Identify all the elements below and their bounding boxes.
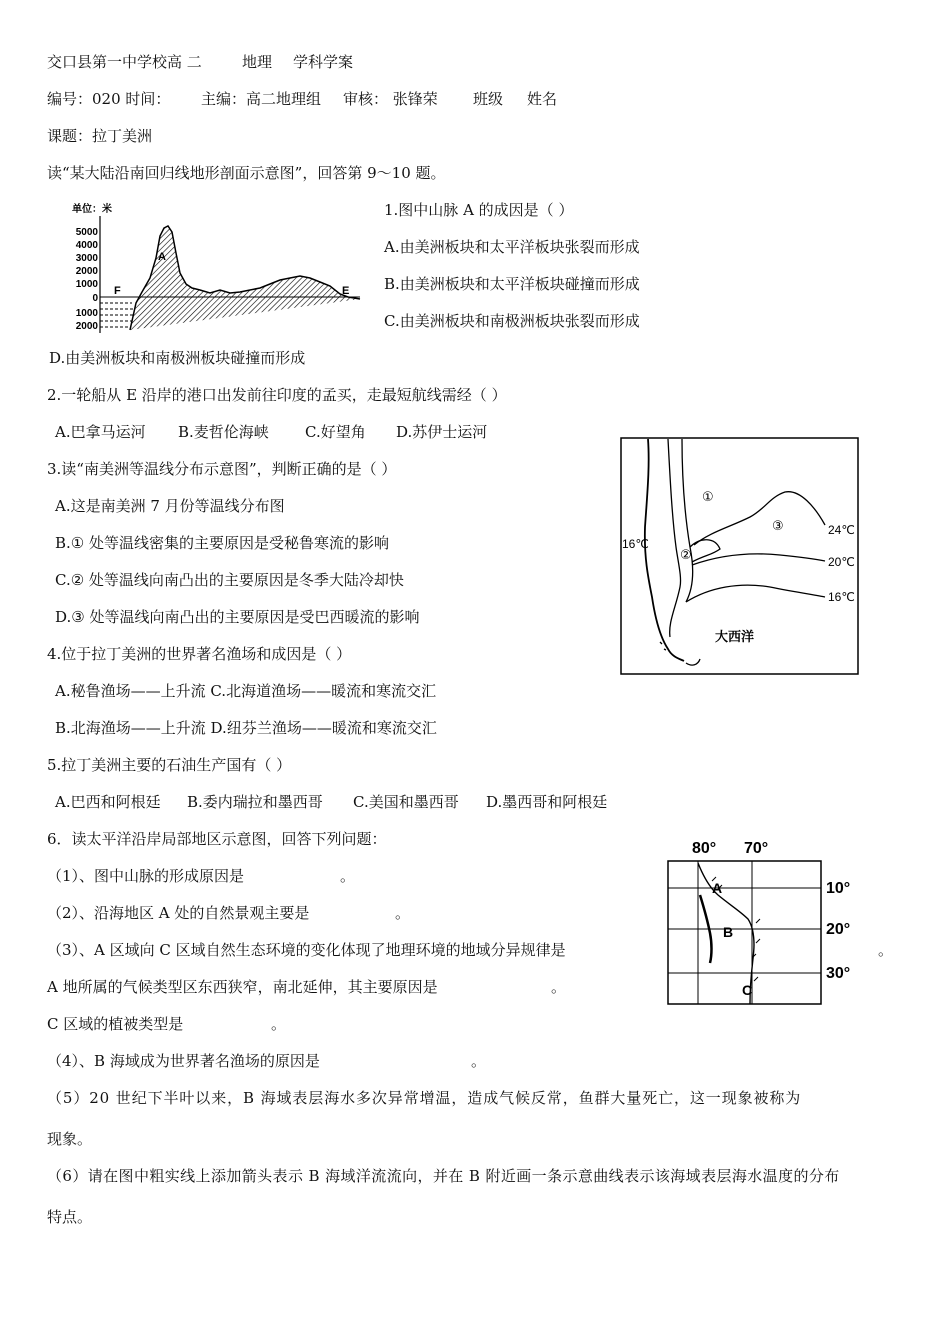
q1-option-d: D.由美洲板块和南极洲板块碰撞而形成 bbox=[49, 349, 306, 367]
q6-part3-end: 。 bbox=[878, 941, 894, 959]
isotherm-map-figure bbox=[620, 437, 860, 677]
q6-part3b-end: 。 bbox=[551, 978, 567, 996]
lat-10-label: 10° bbox=[826, 880, 851, 897]
coast-label-c: C bbox=[742, 982, 753, 998]
tick-1000: 1000 bbox=[75, 279, 98, 290]
tick-minus-1000: 1000 bbox=[75, 308, 98, 319]
region-2-label: ② bbox=[680, 547, 692, 562]
q3-option-a: A.这是南美洲 7 月份等温线分布图 bbox=[55, 497, 285, 515]
ocean-hatch bbox=[100, 303, 134, 327]
q6-part2: （2）、沿海地区 A 处的自然景观主要是 bbox=[47, 904, 310, 922]
profile-label-f: F bbox=[114, 285, 121, 297]
tick-0: 0 bbox=[92, 293, 98, 304]
q6-stem: 6．读太平洋沿岸局部地区示意图，回答下列问题： bbox=[47, 830, 387, 848]
coast-label-a: A bbox=[712, 880, 723, 896]
lat-30-label: 30° bbox=[826, 965, 851, 982]
q6-part6: （6）请在图中粗实线上添加箭头表示 B 海域洋流流向，并在 B 附近画一条示意曲线表示该海域表层海水温度的分布 bbox=[47, 1167, 840, 1185]
subject: 地理 bbox=[242, 53, 273, 71]
q6-part3c-end: 。 bbox=[271, 1015, 287, 1033]
q6-part1: （1）、图中山脉的形成原因是 bbox=[47, 867, 245, 885]
region-1-label: ① bbox=[702, 489, 714, 504]
q5-option-d: D.墨西哥和阿根廷 bbox=[486, 793, 608, 811]
q5-option-a: A.巴西和阿根廷 bbox=[55, 793, 161, 811]
pacific-coast-figure bbox=[660, 833, 870, 1013]
q5-option-b: B.委内瑞拉和墨西哥 bbox=[187, 793, 323, 811]
q6-part5b: 现象。 bbox=[47, 1130, 93, 1148]
tick-4000: 4000 bbox=[75, 240, 98, 251]
q6-part2-end: 。 bbox=[395, 904, 411, 922]
terrain-profile bbox=[130, 226, 360, 330]
tick-5000: 5000 bbox=[75, 227, 98, 238]
isotherm-16-label: 16℃ bbox=[828, 590, 855, 604]
isotherm-20-label: 20℃ bbox=[828, 555, 855, 569]
editor: 主编：高二地理组 bbox=[201, 90, 322, 108]
q2-option-c: C.好望角 bbox=[305, 423, 366, 441]
q1-stem: 1.图中山脉 A 的成因是（ ） bbox=[384, 201, 574, 219]
q3-option-b: B.① 处等温线密集的主要原因是受秘鲁寒流的影响 bbox=[55, 534, 390, 552]
profile-label-a: A bbox=[158, 251, 166, 263]
intro: 读“某大陆沿南回归线地形剖面示意图”，回答第 9～10 题。 bbox=[47, 164, 446, 182]
lat-20-label: 20° bbox=[826, 921, 851, 938]
q6-part1-end: 。 bbox=[340, 867, 356, 885]
q4-options-bd: B.北海渔场——上升流 D.纽芬兰渔场——暖流和寒流交汇 bbox=[55, 719, 437, 737]
profile-label-e: E bbox=[342, 285, 350, 297]
school-name: 交口县第一中学校高 二 bbox=[47, 53, 202, 71]
q6-part3b: A 地所属的气候类型区东西狭窄，南北延伸，其主要原因是 bbox=[47, 978, 438, 996]
atlantic-label: 大西洋 bbox=[715, 629, 755, 644]
class-label: 班级 bbox=[473, 90, 504, 108]
q6-part4: （4）、B 海域成为世界著名渔场的原因是 bbox=[47, 1052, 320, 1070]
q6-part5: （5）20 世纪下半叶以来，B 海域表层海水多次异常增温，造成气候反常，鱼群大量死亡，这一现象被称为 bbox=[47, 1089, 802, 1107]
q1-option-c: C.由美洲板块和南极洲板块张裂而形成 bbox=[384, 312, 640, 330]
q4-stem: 4.位于拉丁美洲的世界著名渔场和成因是（ ） bbox=[47, 645, 352, 663]
tick-2000: 2000 bbox=[75, 266, 98, 277]
unit-label: 单位：米 bbox=[72, 204, 112, 215]
q6-part6b: 特点。 bbox=[47, 1208, 93, 1226]
topic: 课题：拉丁美洲 bbox=[47, 127, 153, 145]
tick-3000: 3000 bbox=[75, 253, 98, 264]
terrain-profile-figure bbox=[70, 198, 370, 338]
q1-option-a: A.由美洲板块和太平洋板块张裂而形成 bbox=[384, 238, 640, 256]
q5-option-c: C.美国和墨西哥 bbox=[353, 793, 459, 811]
q2-option-d: D.苏伊士运河 bbox=[396, 423, 488, 441]
doc-type: 学科学案 bbox=[293, 53, 354, 71]
tick-minus-2000: 2000 bbox=[75, 321, 98, 332]
isotherm-16-left-label: 16℃ bbox=[622, 537, 649, 551]
q6-part4-end: 。 bbox=[471, 1052, 487, 1070]
q3-option-c: C.② 处等温线向南凸出的主要原因是冬季大陆冷却快 bbox=[55, 571, 404, 589]
isotherm-24-label: 24℃ bbox=[828, 523, 855, 537]
lon-70-label: 70° bbox=[744, 840, 769, 857]
lon-80-label: 80° bbox=[692, 840, 717, 857]
q6-part3: （3）、A 区域向 C 区域自然生态环境的变化体现了地理环境的地域分异规律是 bbox=[47, 941, 566, 959]
reviewer: 审核： 张锋荣 bbox=[343, 90, 438, 108]
name-label: 姓名 bbox=[527, 90, 558, 108]
region-3-label: ③ bbox=[772, 518, 784, 533]
q2-stem: 2.一轮船从 E 沿岸的港口出发前往印度的孟买，走最短航线需经（ ） bbox=[47, 386, 507, 404]
q2-option-a: A.巴拿马运河 bbox=[55, 423, 146, 441]
serial-time: 编号：020 时间： bbox=[47, 90, 171, 108]
q4-options-ac: A.秘鲁渔场——上升流 C.北海道渔场——暖流和寒流交汇 bbox=[55, 682, 437, 700]
q3-option-d: D.③ 处等温线向南凸出的主要原因是受巴西暖流的影响 bbox=[55, 608, 420, 626]
q6-part3c: C 区域的植被类型是 bbox=[47, 1015, 184, 1033]
coast-label-b: B bbox=[723, 924, 734, 940]
q5-stem: 5.拉丁美洲主要的石油生产国有（ ） bbox=[47, 756, 292, 774]
q3-stem: 3.读“南美洲等温线分布示意图”，判断正确的是（ ） bbox=[47, 460, 397, 478]
q1-option-b: B.由美洲板块和太平洋板块碰撞而形成 bbox=[384, 275, 640, 293]
q2-option-b: B.麦哲伦海峡 bbox=[178, 423, 269, 441]
